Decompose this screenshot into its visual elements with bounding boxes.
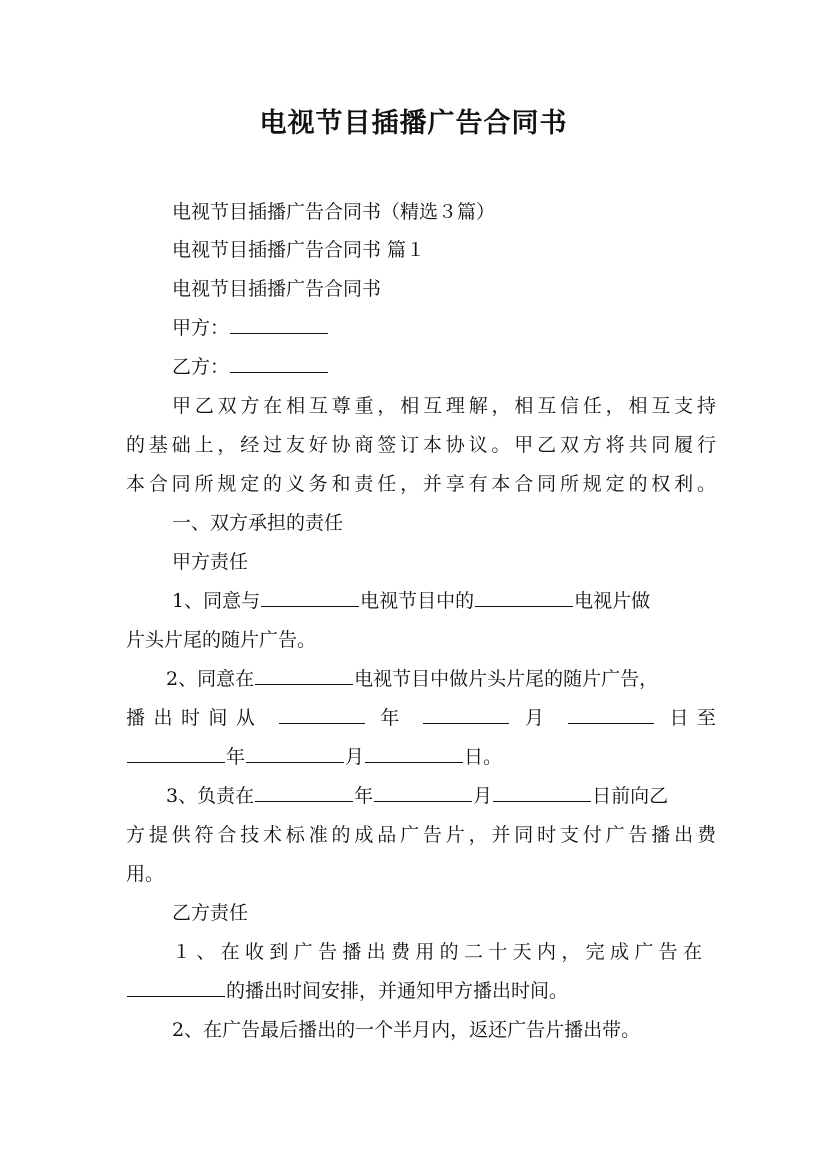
a-item2-blank-month2	[246, 761, 344, 763]
a-item2-blank1	[255, 683, 353, 685]
b-item1-line2	[126, 974, 716, 1008]
party-a-blank	[230, 332, 328, 334]
a-item1-line2: 片头片尾的随片广告。	[126, 629, 317, 651]
b-item1-suffix: 的播出时间安排，并通知甲方播出时间。	[226, 980, 569, 1002]
party-b-line	[172, 350, 716, 384]
a-item2-blank-month	[423, 722, 509, 724]
a-item3-month: 月	[473, 785, 493, 807]
a-item2-day-to: 日至	[669, 707, 716, 729]
party-b-label: 乙方：	[172, 356, 230, 378]
a-item3-prefix: 3、负责在	[166, 785, 255, 807]
a-item3-suffix: 日前向乙	[592, 785, 669, 807]
a-item2-blank-day	[568, 722, 654, 724]
a-item2-prefix: 2、同意在	[166, 668, 255, 690]
party-a-label: 甲方：	[172, 317, 230, 339]
b-item2-line: 2、在广告最后播出的一个半月内，返还广告片播出带。	[172, 1019, 641, 1041]
a-item1-mid: 电视节目中的	[360, 590, 475, 612]
contract-name: 电视节目插播广告合同书	[172, 278, 382, 300]
party-a-line	[172, 311, 716, 345]
section-one-heading: 一、双方承担的责任	[172, 512, 344, 534]
party-b-duty-heading: 乙方责任	[172, 902, 249, 924]
intro-line-1: 甲乙双方在相互尊重，相互理解，相互信任，相互支持	[172, 395, 716, 417]
a-item1-prefix: 1、同意与	[172, 590, 261, 612]
a-item3-blank-month	[374, 800, 472, 802]
a-item3-blank-day	[493, 800, 591, 802]
document-title: 电视节目插播广告合同书	[259, 108, 568, 139]
b-item1-blank	[127, 995, 225, 997]
a-item1-blank1	[261, 605, 359, 607]
a-item3-blank-year	[255, 800, 353, 802]
a-item1-blank2	[475, 605, 573, 607]
a-item2-from: 播出时间从	[126, 707, 264, 729]
a-item2-suffix: 电视节目中做片头片尾的随片广告，	[354, 668, 659, 690]
a-item3-year: 年	[354, 785, 374, 807]
a-item1-line1	[172, 584, 716, 618]
party-b-blank	[230, 371, 328, 373]
a-item3-line1	[166, 779, 756, 813]
a-item3-line3: 用。	[126, 863, 165, 885]
a-item2-month: 月	[524, 707, 553, 729]
intro-line-3: 本合同所规定的义务和责任，并享有本合同所规定的权利。	[126, 473, 716, 495]
a-item2-line3	[126, 740, 716, 774]
b-item1-line1: １、在收到广告播出费用的二十天内，完成广告在	[172, 941, 702, 963]
a-item2-blank-year2	[127, 761, 225, 763]
a-item2-line2	[126, 701, 716, 735]
a-item3-line2: 方提供符合技术标准的成品广告片，并同时支付广告播出费	[126, 824, 716, 846]
a-item2-blank-day2	[365, 761, 463, 763]
a-item2-year: 年	[380, 707, 408, 729]
party-a-duty-heading: 甲方责任	[172, 551, 249, 573]
part-heading: 电视节目插播广告合同书 篇１	[172, 239, 426, 261]
a-item2-month2: 月	[345, 746, 365, 768]
a-item1-suffix: 电视片做	[574, 590, 651, 612]
a-item2-blank-year	[279, 722, 365, 724]
a-item2-day2: 日。	[464, 746, 503, 768]
a-item2-year2: 年	[226, 746, 246, 768]
a-item2-line1	[166, 662, 756, 696]
intro-line-2: 的基础上，经过友好协商签订本协议。甲乙双方将共同履行	[126, 434, 716, 456]
document-subtitle: 电视节目插播广告合同书（精选３篇）	[172, 201, 496, 223]
